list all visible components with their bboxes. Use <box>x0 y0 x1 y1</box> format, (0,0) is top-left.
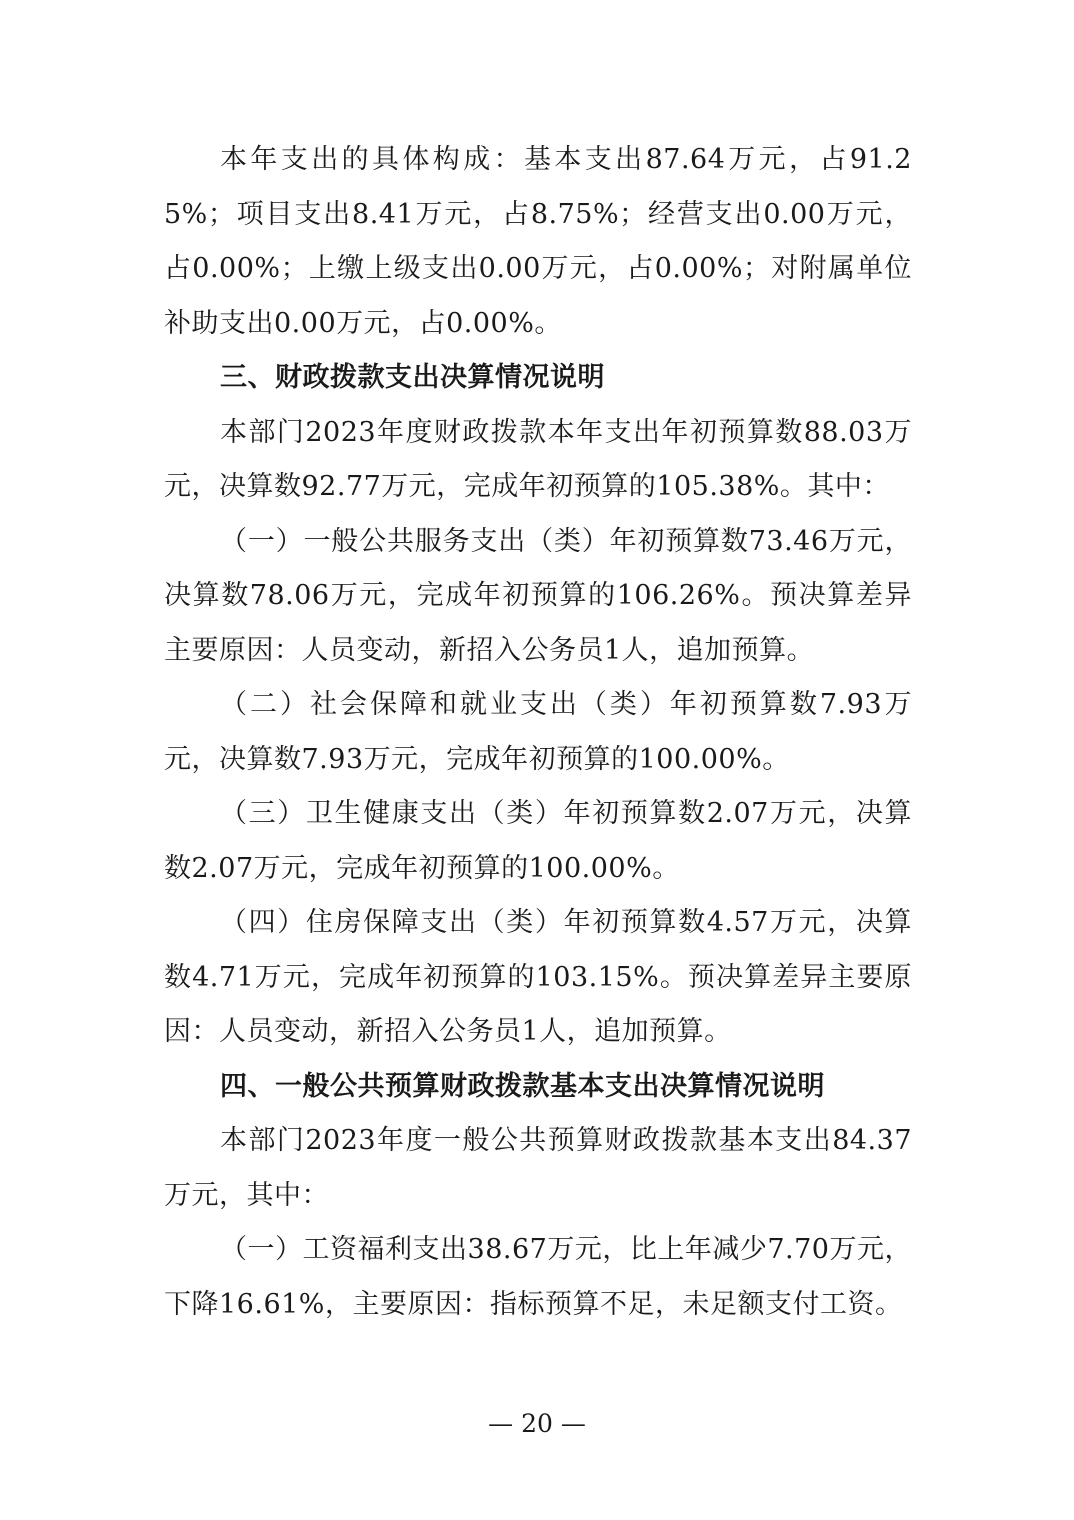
paragraph-social-security: （二）社会保障和就业支出（类）年初预算数7.93万元，决算数7.93万元，完成年初预算的100.00%。 <box>164 689 912 775</box>
paragraph-basic-expenditure-summary: 本部门2023年度一般公共预算财政拨款基本支出84.37万元，其中： <box>164 1125 912 1211</box>
paragraph-health: （三）卫生健康支出（类）年初预算数2.07万元，决算数2.07万元，完成年初预算的100.00%。 <box>164 798 912 884</box>
section-heading-3: 三、财政拨款支出决算情况说明 <box>220 362 605 393</box>
page-body <box>164 133 912 1332</box>
paragraph-housing: （四）住房保障支出（类）年初预算数4.57万元，决算数4.71万元，完成年初预算的103.15%。预决算差异主要原因：人员变动，新招入公务员1人，追加预算。 <box>164 907 912 1047</box>
section-heading-4: 四、一般公共预算财政拨款基本支出决算情况说明 <box>220 1070 825 1102</box>
paragraph-fiscal-appropriation-summary: 本部门2023年度财政拨款本年支出年初预算数88.03万元，决算数92.77万元，完成年初预算的105.38%。其中： <box>164 416 912 502</box>
paragraph-general-public-services: （一）一般公共服务支出（类）年初预算数73.46万元，决算数78.06万元，完成年初预算的106.26%。预决算差异主要原因：人员变动，新招入公务员1人，追加预算。 <box>164 525 912 666</box>
paragraph-salary-welfare: （一）工资福利支出38.67万元，比上年减少7.70万元，下降16.61%，主要原因：指标预算不足，未足额支付工资。 <box>164 1234 912 1320</box>
page-number: — 20 — <box>488 1409 586 1438</box>
paragraph-expenditure-composition: 本年支出的具体构成：基本支出87.64万元，占91.25%；项目支出8.41万元，占8.75%；经营支出0.00万元，占0.00%；上缴上级支出0.00万元，占0.00%；对附属单位补助支出0.00万元，占0.00%。 <box>164 144 912 339</box>
